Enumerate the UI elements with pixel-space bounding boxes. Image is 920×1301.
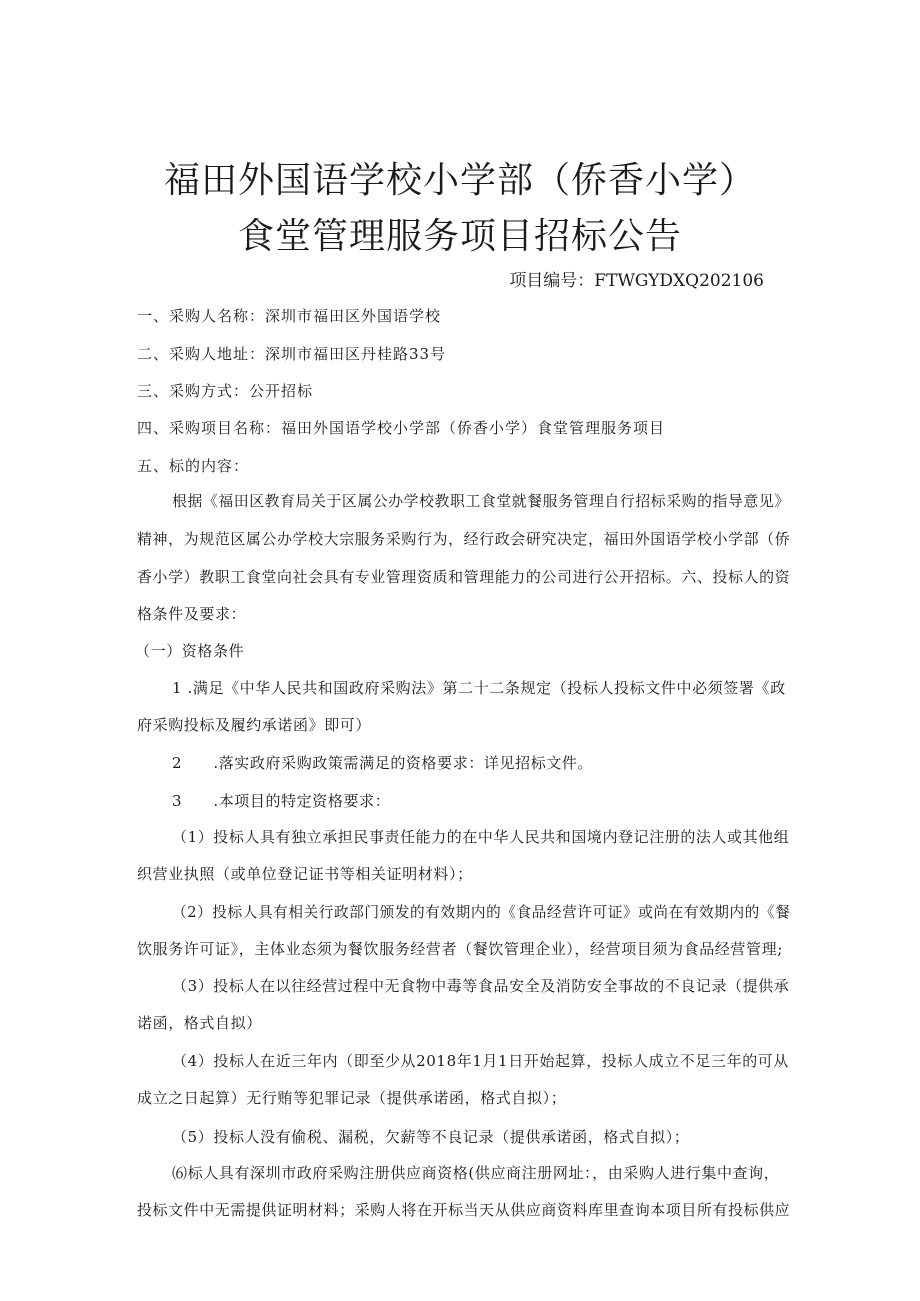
sub-requirement-4-line: （4）投标人在近三年内（即至少从2018年1月1日开始起算，投标人成立不足三年的可从 xyxy=(172,1052,790,1070)
requirement-2: 2 .落实政府采购政策需满足的资格要求：详见招标文件。 xyxy=(172,754,594,772)
intro-line: 香小学）教职工食堂向社会具有专业管理资质和管理能力的公司进行公开招标。六、投标人的资 xyxy=(137,568,791,586)
sub-requirement-1-line: （1）投标人具有独立承担民事责任能力的在中华人民共和国境内登记注册的法人或其他组 xyxy=(172,828,790,846)
requirement-1-line: 府采购投标及履约承诺函》即可） xyxy=(137,716,372,734)
title-line-2: 食堂管理服务项目招标公告 xyxy=(237,216,682,257)
sub-requirement-1-line: 织营业执照（或单位登记证书等相关证明材料）； xyxy=(137,865,473,883)
requirement-3: 3 .本项目的特定资格要求： xyxy=(172,792,391,810)
intro-line: 格条件及要求： xyxy=(137,605,247,623)
qualification-heading: （一）资格条件 xyxy=(135,642,245,660)
procurement-method: 三、采购方式：公开招标 xyxy=(137,382,314,400)
content-heading: 五、标的内容： xyxy=(137,457,250,475)
sub-requirement-4-line: 成立之日起算）无行贿等犯罪记录（提供承诺函，格式自拟）； xyxy=(137,1089,567,1107)
purchaser-address: 二、采购人地址：深圳市福田区丹桂路33号 xyxy=(137,345,447,363)
project-name: 四、采购项目名称：福田外国语学校小学部（侨香小学）食堂管理服务项目 xyxy=(137,419,666,437)
title-line-1: 福田外国语学校小学部（侨香小学） xyxy=(163,160,756,201)
sub-requirement-2-line: （2）投标人具有相关行政部门颁发的有效期内的《食品经营许可证》或尚在有效期内的《餐 xyxy=(172,903,791,921)
requirement-1-line: 1 .满足《中华人民共和国政府采购法》第二十二条规定（投标人投标文件中必须签署《政 xyxy=(172,679,786,697)
purchaser-name: 一、采购人名称：深圳市福田区外国语学校 xyxy=(137,307,442,325)
sub-requirement-6-line: ⑹标人具有深圳市政府采购注册供应商资格(供应商注册网址：，由采购人进行集中查询， xyxy=(172,1164,780,1182)
sub-requirement-3-line: 诺函，格式自拟） xyxy=(137,1014,262,1032)
intro-line: 根据《福田区教育局关于区属公办学校教职工食堂就餐服务管理自行招标采购的指导意见》 xyxy=(172,492,790,510)
sub-requirement-6-line: 投标文件中无需提供证明材料；采购人将在开标当天从供应商资料库里查询本项目所有投标供应 xyxy=(137,1201,791,1219)
sub-requirement-5: （5）投标人没有偷税、漏税，欠薪等不良记录（提供承诺函，格式自拟）； xyxy=(172,1128,690,1146)
project-number: 项目编号：FTWGYDXQ202106 xyxy=(509,271,764,291)
sub-requirement-2-line: 饮服务许可证》，主体业态须为餐饮服务经营者（餐饮管理企业），经营项目须为食品经营管理; xyxy=(137,940,783,958)
sub-requirement-3-line: （3）投标人在以往经营过程中无食物中毒等食品安全及消防安全事故的不良记录（提供承 xyxy=(172,977,790,995)
intro-line: 精神，为规范区属公办学校大宗服务采购行为，经行政会研究决定，福田外国语学校小学部（侨 xyxy=(137,530,791,548)
